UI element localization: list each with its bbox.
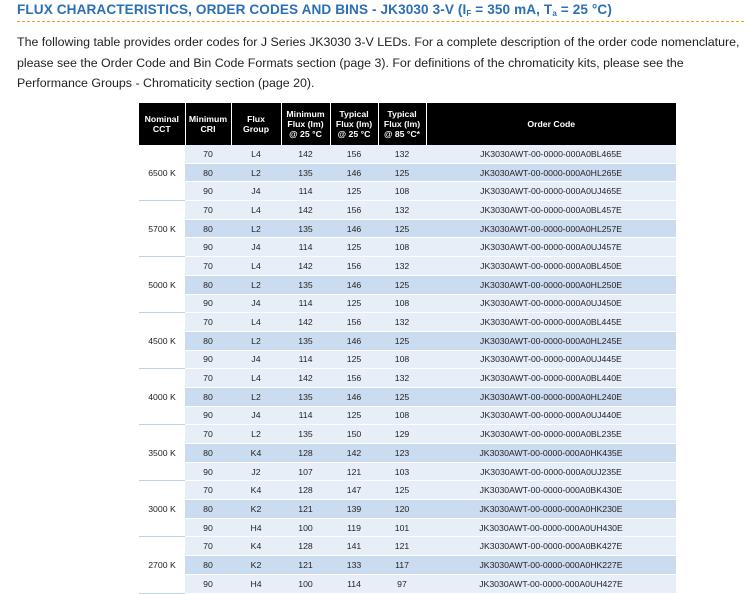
order-code-cell: JK3030AWT-00-0000-000A0BL457E: [426, 201, 676, 220]
typ-flux-85-cell: 132: [378, 369, 426, 388]
flux-group-cell: K4: [231, 481, 281, 500]
table-row: [139, 574, 676, 593]
typ-flux-25-cell: 156: [330, 313, 378, 332]
cri-cell: 90: [185, 182, 231, 201]
typ-flux-25-cell: 156: [330, 257, 378, 276]
table-row: [139, 163, 676, 182]
intro-paragraph: The following table provides order codes for J Series JK3030 3-V LEDs. For a complete description of the order code nomenclature, please see the Order Code and Bin Code Formats section (page 3). For definitions of the chromaticity kits, please see the Performance Groups - Chromaticity section (page 20).: [17, 35, 740, 90]
min-flux-cell: 142: [281, 313, 330, 332]
typ-flux-85-cell: 132: [378, 145, 426, 163]
cri-cell: 80: [185, 275, 231, 294]
typ-flux-25-cell: 150: [330, 425, 378, 444]
typ-flux-85-cell: 97: [378, 574, 426, 593]
table-row: [139, 406, 676, 425]
table-body: [139, 145, 676, 593]
min-flux-cell: 142: [281, 145, 330, 163]
typ-flux-85-cell: 108: [378, 238, 426, 257]
table-row: [139, 201, 676, 220]
order-code-cell: JK3030AWT-00-0000-000A0UJ235E: [426, 462, 676, 481]
table-row: [139, 462, 676, 481]
cri-cell: 70: [185, 145, 231, 163]
min-flux-cell: 142: [281, 201, 330, 220]
flux-group-cell: K2: [231, 556, 281, 575]
typ-flux-85-cell: 108: [378, 294, 426, 313]
min-flux-cell: 114: [281, 406, 330, 425]
table-row: [139, 145, 676, 163]
table-row: [139, 275, 676, 294]
flux-group-cell: L2: [231, 219, 281, 238]
table-row: [139, 537, 676, 556]
flux-group-cell: H4: [231, 518, 281, 537]
order-code-cell: JK3030AWT-00-0000-000A0HL245E: [426, 331, 676, 350]
min-flux-cell: 135: [281, 387, 330, 406]
header-nominal-cct: Nominal CCT: [139, 103, 185, 145]
header-typical-flux-85: Typical Flux (lm) @ 85 °C*: [378, 103, 426, 145]
flux-group-cell: L2: [231, 425, 281, 444]
header-order-code: Order Code: [426, 103, 676, 145]
cri-cell: 90: [185, 294, 231, 313]
cri-cell: 80: [185, 387, 231, 406]
flux-group-cell: L4: [231, 145, 281, 163]
flux-group-cell: K4: [231, 537, 281, 556]
typ-flux-25-cell: 147: [330, 481, 378, 500]
min-flux-cell: 135: [281, 163, 330, 182]
flux-group-cell: J4: [231, 294, 281, 313]
cri-cell: 90: [185, 462, 231, 481]
table-row: [139, 518, 676, 537]
cri-cell: 80: [185, 331, 231, 350]
typ-flux-85-cell: 103: [378, 462, 426, 481]
table-row: [139, 257, 676, 276]
order-code-cell: JK3030AWT-00-0000-000A0BL465E: [426, 145, 676, 163]
cri-cell: 90: [185, 406, 231, 425]
cri-cell: 70: [185, 481, 231, 500]
typ-flux-85-cell: 129: [378, 425, 426, 444]
order-code-cell: JK3030AWT-00-0000-000A0HK227E: [426, 556, 676, 575]
cct-cell: 4500 K: [139, 313, 185, 369]
table-row: [139, 481, 676, 500]
cct-cell: 5000 K: [139, 257, 185, 313]
flux-group-cell: J4: [231, 182, 281, 201]
table-row: [139, 313, 676, 332]
typ-flux-25-cell: 133: [330, 556, 378, 575]
typ-flux-25-cell: 114: [330, 574, 378, 593]
min-flux-cell: 114: [281, 238, 330, 257]
cri-cell: 90: [185, 518, 231, 537]
cri-cell: 70: [185, 257, 231, 276]
cri-cell: 90: [185, 574, 231, 593]
cri-cell: 90: [185, 350, 231, 369]
typ-flux-85-cell: 132: [378, 201, 426, 220]
typ-flux-25-cell: 125: [330, 294, 378, 313]
table-row: [139, 331, 676, 350]
min-flux-cell: 142: [281, 369, 330, 388]
cri-cell: 80: [185, 219, 231, 238]
typ-flux-85-cell: 101: [378, 518, 426, 537]
order-code-cell: JK3030AWT-00-0000-000A0BL450E: [426, 257, 676, 276]
typ-flux-25-cell: 125: [330, 406, 378, 425]
order-code-cell: JK3030AWT-00-0000-000A0UJ450E: [426, 294, 676, 313]
order-code-cell: JK3030AWT-00-0000-000A0BK427E: [426, 537, 676, 556]
order-code-cell: JK3030AWT-00-0000-000A0HL240E: [426, 387, 676, 406]
header-flux-group: Flux Group: [231, 103, 281, 145]
cri-cell: 80: [185, 500, 231, 519]
min-flux-cell: 107: [281, 462, 330, 481]
typ-flux-25-cell: 125: [330, 238, 378, 257]
min-flux-cell: 121: [281, 500, 330, 519]
typ-flux-85-cell: 123: [378, 444, 426, 463]
table-row: [139, 182, 676, 201]
cri-cell: 70: [185, 313, 231, 332]
typ-flux-85-cell: 121: [378, 537, 426, 556]
table-row: [139, 369, 676, 388]
flux-group-cell: L2: [231, 275, 281, 294]
typ-flux-25-cell: 125: [330, 350, 378, 369]
typ-flux-25-cell: 139: [330, 500, 378, 519]
order-code-cell: JK3030AWT-00-0000-000A0HL265E: [426, 163, 676, 182]
typ-flux-25-cell: 156: [330, 369, 378, 388]
flux-group-cell: J4: [231, 350, 281, 369]
header-minimum-cri: Minimum CRI: [185, 103, 231, 145]
order-code-cell: JK3030AWT-00-0000-000A0BL445E: [426, 313, 676, 332]
order-code-cell: JK3030AWT-00-0000-000A0UJ457E: [426, 238, 676, 257]
flux-group-cell: L4: [231, 369, 281, 388]
table-row: [139, 294, 676, 313]
min-flux-cell: 128: [281, 481, 330, 500]
order-code-cell: JK3030AWT-00-0000-000A0HK435E: [426, 444, 676, 463]
typ-flux-25-cell: 156: [330, 201, 378, 220]
flux-group-cell: L4: [231, 313, 281, 332]
typ-flux-25-cell: 146: [330, 275, 378, 294]
flux-group-cell: H4: [231, 574, 281, 593]
typ-flux-25-cell: 121: [330, 462, 378, 481]
table-row: [139, 556, 676, 575]
flux-group-cell: L2: [231, 331, 281, 350]
min-flux-cell: 135: [281, 425, 330, 444]
order-code-cell: JK3030AWT-00-0000-000A0UJ440E: [426, 406, 676, 425]
min-flux-cell: 114: [281, 182, 330, 201]
typ-flux-85-cell: 120: [378, 500, 426, 519]
flux-group-cell: J4: [231, 406, 281, 425]
order-code-cell: JK3030AWT-00-0000-000A0HL250E: [426, 275, 676, 294]
flux-group-cell: K4: [231, 444, 281, 463]
min-flux-cell: 114: [281, 294, 330, 313]
cri-cell: 70: [185, 425, 231, 444]
order-code-cell: JK3030AWT-00-0000-000A0BL440E: [426, 369, 676, 388]
min-flux-cell: 135: [281, 275, 330, 294]
min-flux-cell: 128: [281, 444, 330, 463]
min-flux-cell: 142: [281, 257, 330, 276]
flux-group-cell: J4: [231, 238, 281, 257]
table-row: [139, 444, 676, 463]
cri-cell: 70: [185, 201, 231, 220]
flux-table: [139, 103, 676, 594]
flux-group-cell: L4: [231, 257, 281, 276]
min-flux-cell: 135: [281, 331, 330, 350]
min-flux-cell: 100: [281, 518, 330, 537]
typ-flux-85-cell: 117: [378, 556, 426, 575]
order-code-cell: JK3030AWT-00-0000-000A0BK430E: [426, 481, 676, 500]
order-code-cell: JK3030AWT-00-0000-000A0UJ465E: [426, 182, 676, 201]
typ-flux-25-cell: 146: [330, 387, 378, 406]
flux-group-cell: L4: [231, 201, 281, 220]
typ-flux-85-cell: 108: [378, 406, 426, 425]
typ-flux-85-cell: 125: [378, 481, 426, 500]
cri-cell: 80: [185, 556, 231, 575]
cct-cell: 2700 K: [139, 537, 185, 593]
flux-group-cell: L2: [231, 387, 281, 406]
cct-cell: 6500 K: [139, 145, 185, 201]
typ-flux-25-cell: 142: [330, 444, 378, 463]
typ-flux-25-cell: 146: [330, 163, 378, 182]
flux-group-cell: L2: [231, 163, 281, 182]
order-code-cell: JK3030AWT-00-0000-000A0BL235E: [426, 425, 676, 444]
typ-flux-85-cell: 125: [378, 163, 426, 182]
typ-flux-85-cell: 132: [378, 313, 426, 332]
typ-flux-85-cell: 108: [378, 350, 426, 369]
typ-flux-25-cell: 125: [330, 182, 378, 201]
table-row: [139, 238, 676, 257]
typ-flux-85-cell: 125: [378, 331, 426, 350]
table-row: [139, 387, 676, 406]
order-code-cell: JK3030AWT-00-0000-000A0HK230E: [426, 500, 676, 519]
min-flux-cell: 114: [281, 350, 330, 369]
table-header-row: [139, 103, 676, 145]
table-row: [139, 219, 676, 238]
typ-flux-25-cell: 146: [330, 219, 378, 238]
typ-flux-25-cell: 141: [330, 537, 378, 556]
typ-flux-25-cell: 156: [330, 145, 378, 163]
cri-cell: 90: [185, 238, 231, 257]
typ-flux-25-cell: 119: [330, 518, 378, 537]
min-flux-cell: 100: [281, 574, 330, 593]
order-code-cell: JK3030AWT-00-0000-000A0UH430E: [426, 518, 676, 537]
cct-cell: 3000 K: [139, 481, 185, 537]
flux-group-cell: J2: [231, 462, 281, 481]
order-code-cell: JK3030AWT-00-0000-000A0UJ445E: [426, 350, 676, 369]
min-flux-cell: 128: [281, 537, 330, 556]
cri-cell: 70: [185, 369, 231, 388]
table-row: [139, 500, 676, 519]
cct-cell: 4000 K: [139, 369, 185, 425]
min-flux-cell: 121: [281, 556, 330, 575]
section-heading: FLUX CHARACTERISTICS, ORDER CODES AND BINS - JK3030 3-V ($I_F = 350$ mA, $T_a = 25$ °C): [17, 2, 744, 22]
table-row: [139, 350, 676, 369]
cct-cell: 3500 K: [139, 425, 185, 481]
cct-cell: 5700 K: [139, 201, 185, 257]
header-typical-flux-25: Typical Flux (lm) @ 25 °C: [330, 103, 378, 145]
typ-flux-85-cell: 125: [378, 219, 426, 238]
order-code-cell: JK3030AWT-00-0000-000A0HL257E: [426, 219, 676, 238]
table-row: [139, 425, 676, 444]
typ-flux-25-cell: 146: [330, 331, 378, 350]
min-flux-cell: 135: [281, 219, 330, 238]
order-code-cell: JK3030AWT-00-0000-000A0UH427E: [426, 574, 676, 593]
flux-group-cell: K2: [231, 500, 281, 519]
header-minimum-flux: Minimum Flux (lm) @ 25 °C: [281, 103, 330, 145]
typ-flux-85-cell: 125: [378, 387, 426, 406]
typ-flux-85-cell: 132: [378, 257, 426, 276]
typ-flux-85-cell: 125: [378, 275, 426, 294]
typ-flux-85-cell: 108: [378, 182, 426, 201]
cri-cell: 70: [185, 537, 231, 556]
cri-cell: 80: [185, 163, 231, 182]
cri-cell: 80: [185, 444, 231, 463]
